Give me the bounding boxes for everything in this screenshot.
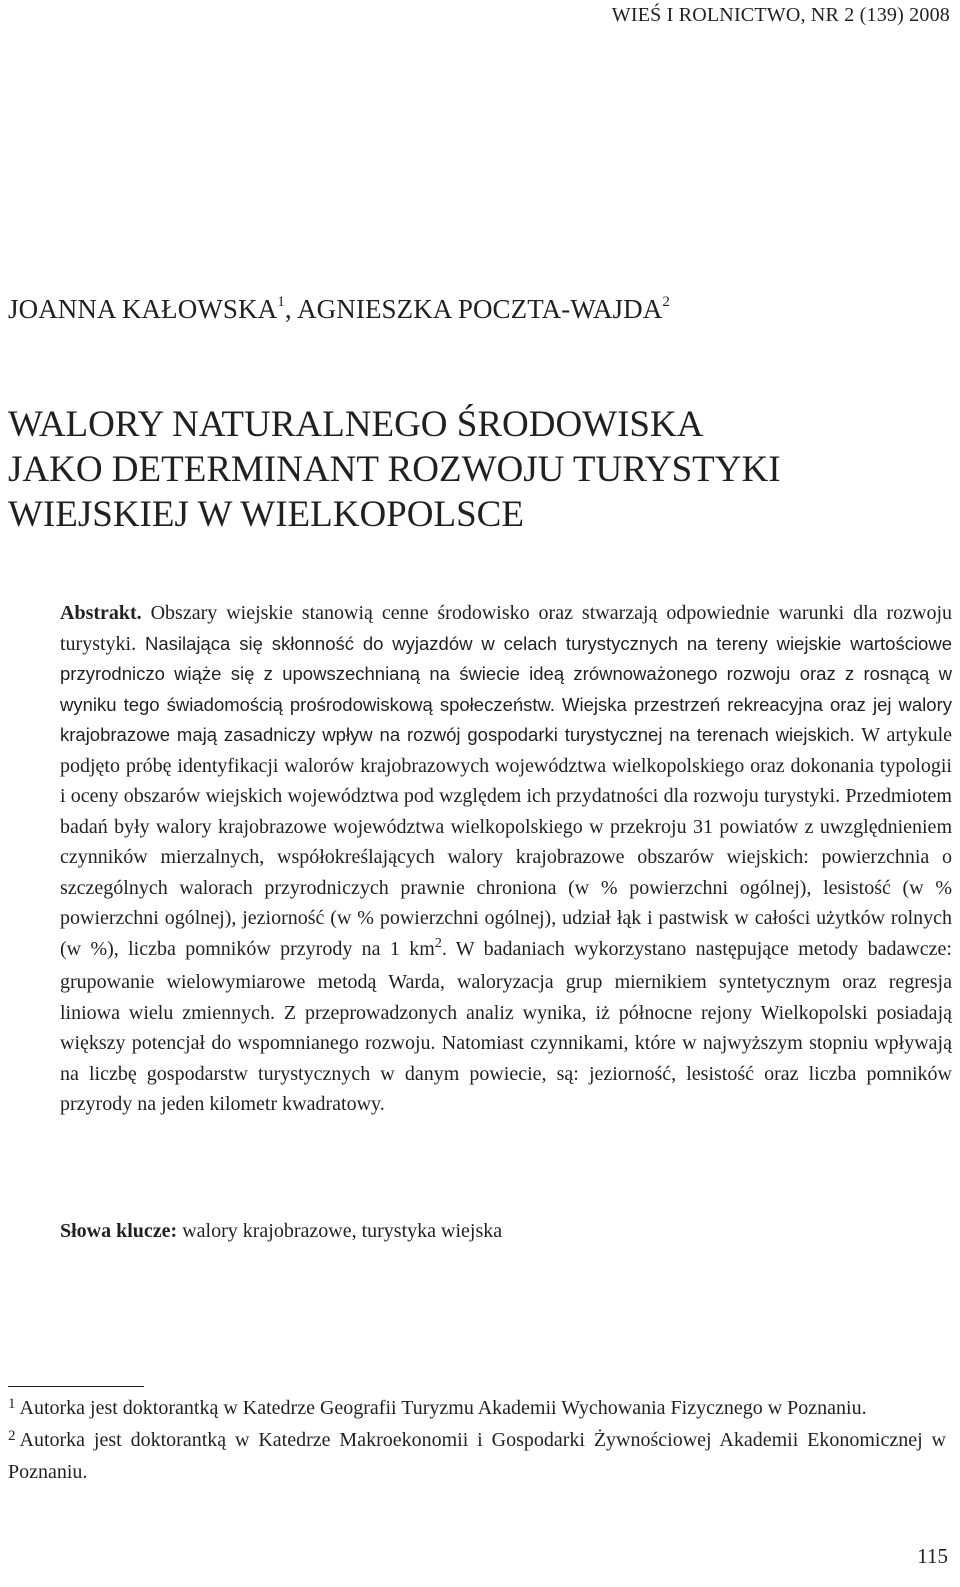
footnote-mark-2: 2 <box>8 1428 16 1444</box>
abstract-text-1: Obszary wiejskie stanowią cenne środowisko oraz stwarzają odpowiednie warunki dla rozwoju turystyki. <box>60 602 952 655</box>
title-line-1: WALORY NATURALNEGO ŚRODOWISKA <box>8 404 704 445</box>
abstract <box>60 598 952 1120</box>
footnote-mark-1: 1 <box>8 1396 16 1412</box>
footnote-2 <box>8 1425 946 1487</box>
abstract-text-4: . W badaniach wykorzystano następujące metody badawcze: grupowanie wielowymiarowe metodą Warda, waloryzacja grup miernikiem syntetycznym oraz regresja liniowa wielu zmiennych. Z przeprowadzonych analiz wynika, iż północne rejony Wielkopolski posiadają większy potencjał do wspomnianego rozwoju. Natomiast czynnikami, które w najwyższym stopniu wpływają na liczbę gospodarstw turystycznych w danym powiecie, są: jeziorność, lesistość oraz liczba pomników przyrody na jeden kilometr kwadratowy. <box>60 937 952 1115</box>
title-line-2: JAKO DETERMINANT ROZWOJU TURYSTYKI <box>8 449 781 490</box>
keywords-text: walory krajobrazowe, turystyka wiejska <box>177 1220 503 1242</box>
title-line-3: WIEJSKIEJ W WIELKOPOLSCE <box>8 494 524 535</box>
keywords-label: Słowa klucze: <box>60 1220 178 1242</box>
footnote-1 <box>8 1393 946 1425</box>
author-separator: , <box>284 294 298 324</box>
footnote-ref-1[interactable]: 1 <box>277 294 285 310</box>
footnotes <box>8 1393 946 1487</box>
abstract-label: Abstrakt. <box>60 602 142 624</box>
abstract-text-3: W artykule podjęto próbę identyfikacji walorów krajobrazowych województwa wielkopolskiego oraz dokonania typologii i oceny obszarów wiejskich województwa pod względem ich przydatności dla rozwoju turystyki. Przedmiotem badań były walory krajobrazowe województwa wielkopolskiego w przekroju 31 powiatów z uwzględnieniem czynników mierzalnych, współokreślających walory krajobrazowe obszarów wiejskich: powierzchnia o szczególnych walorach przyrodniczych prawnie chroniona (w % powierzchni ogólnej), lesistość (w % powierzchni ogólnej), jeziorność (w % powierzchni ogólnej), udział łąk i pastwisk w całości użytków rolnych (w %), liczba pomników przyrody na 1 km <box>60 724 953 960</box>
footnote-text-2: Autorka jest doktorantką w Katedrze Makroekonomii i Gospodarki Żywnościowej Akademii Ekonomicznej w Poznaniu. <box>8 1429 946 1483</box>
abstract-text-2: Nasilająca się skłonność do wyjazdów w celach turystycznych na tereny wiejskie wartościowe przyrodniczo wiąże się z upowszechnianą na świecie ideą zrównoważonego rozwoju oraz z rosnącą w wyniku tego świadomością prośrodowiskową społeczeństw. Wiejska przestrzeń rekreacyjna oraz jej walory krajobrazowe mają zasadniczy wpływ na rozwój gospodarki turystycznej na terenach wiejskich. <box>60 632 952 745</box>
author-list <box>8 294 670 325</box>
abstract-superscript: 2 <box>434 935 442 951</box>
footnote-divider <box>8 1386 144 1387</box>
keywords <box>60 1220 502 1243</box>
author-name-poczta-wajda: AGNIESZKA POCZTA-WAJDA <box>297 294 663 324</box>
author-name-kalowska: JOANNA KAŁOWSKA <box>8 294 278 324</box>
article-title <box>8 402 781 537</box>
footnote-ref-2[interactable]: 2 <box>662 294 670 310</box>
running-head: WIEŚ I ROLNICTWO, NR 2 (139) 2008 <box>611 4 950 26</box>
page-number: 115 <box>917 1544 948 1568</box>
footnote-text-1: Autorka jest doktorantką w Katedrze Geografii Turyzmu Akademii Wychowania Fizycznego w Poznaniu. <box>19 1397 867 1419</box>
